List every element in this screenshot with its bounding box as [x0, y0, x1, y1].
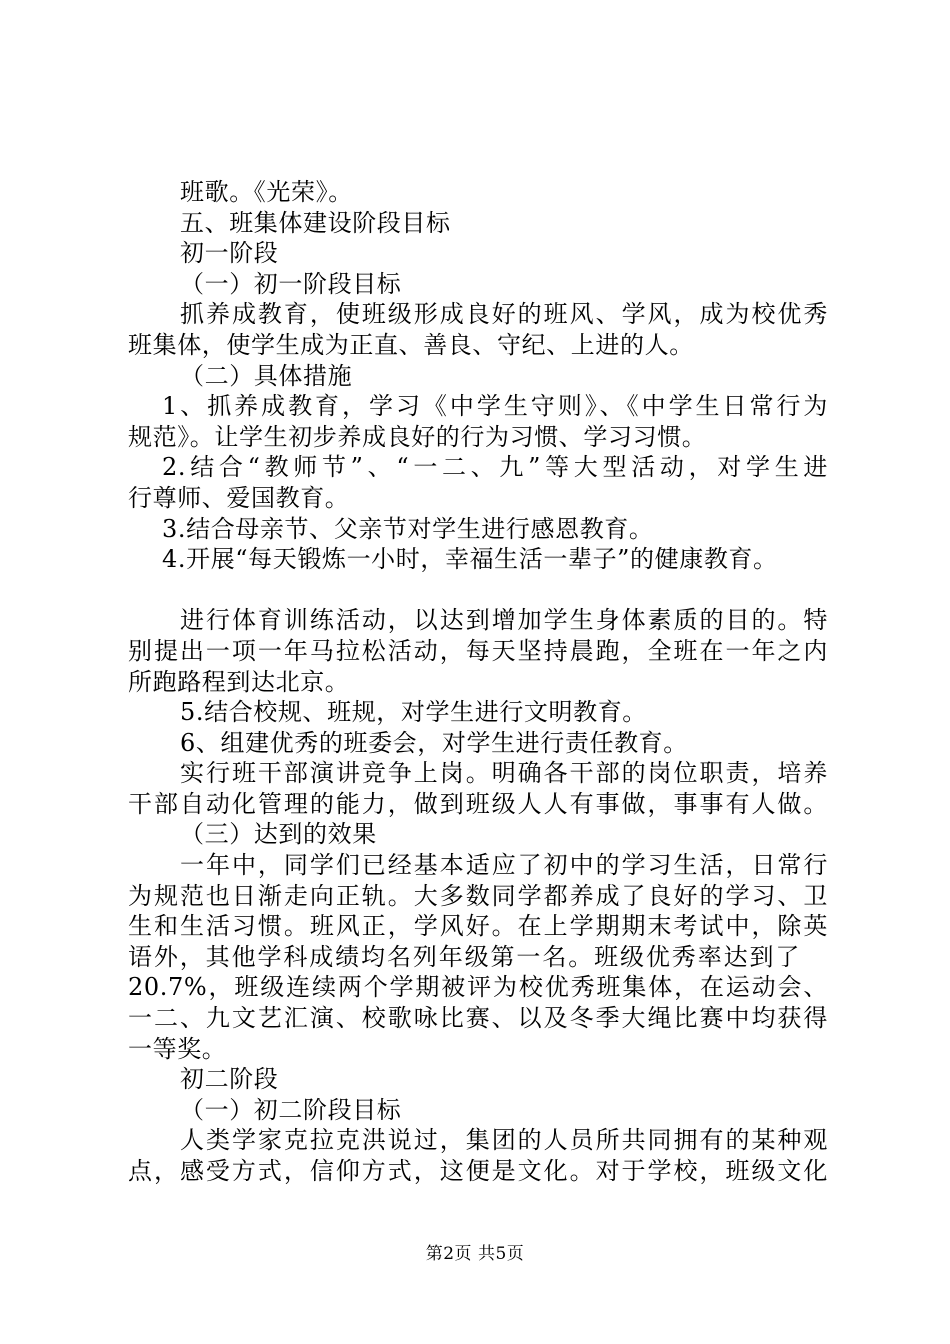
stage-heading: 初一阶段 — [180, 239, 279, 268]
text-line: 点，感受方式，信仰方式，这便是文化。对于学校，班级文化 — [128, 1157, 828, 1185]
text-line: 一年中，同学们已经基本适应了初中的学习生活，日常行 — [180, 851, 828, 880]
text-line: 班歌。《光荣》。 — [180, 178, 353, 206]
text-line: 班集体，使学生成为正直、善良、守纪、上进的人。 — [128, 330, 694, 359]
text-line: 4.开展“每天锻炼一小时，幸福生活一辈子”的健康教育。 — [162, 545, 778, 574]
text-line: 抓养成教育，使班级形成良好的班风、学风，成为校优秀 — [180, 300, 828, 329]
text-line: 2.结合“教师节”、“一二、九”等大型活动，对学生进 — [162, 453, 828, 482]
text-line: 一等奖。 — [128, 1034, 227, 1063]
text-line: 20.7%，班级连续两个学期被评为校优秀班集体，在运动会、 — [128, 973, 828, 1002]
text-line: 一二、九文艺汇演、校歌咏比赛、以及冬季大绳比赛中均获得 — [128, 1004, 828, 1033]
subsection-heading: （一）初一阶段目标 — [180, 269, 402, 298]
text-line: 实行班干部演讲竞争上岗。明确各干部的岗位职责，培养 — [180, 759, 828, 788]
subsection-heading: （二）具体措施 — [180, 361, 353, 390]
text-line: 干部自动化管理的能力，做到班级人人有事做，事事有人做。 — [128, 789, 828, 818]
stage-heading: 初二阶段 — [180, 1065, 279, 1094]
text-line: 行尊师、爱国教育。 — [128, 483, 350, 512]
text-line: 5.结合校规、班规，对学生进行文明教育。 — [180, 698, 647, 727]
subsection-heading: （三）达到的效果 — [180, 820, 377, 849]
text-line: 6、组建优秀的班委会，对学生进行责任教育。 — [180, 728, 688, 757]
text-line: 为规范也日渐走向正轨。大多数同学都养成了良好的学习、卫 — [128, 881, 828, 910]
text-line: 进行体育训练活动，以达到增加学生身体素质的目的。特 — [180, 606, 828, 635]
text-line: 别提出一项一年马拉松活动，每天坚持晨跑，全班在一年之内 — [128, 636, 828, 665]
document-body — [128, 177, 848, 1187]
paragraph-gap — [128, 575, 848, 606]
text-line: 生和生活习惯。班风正，学风好。在上学期期末考试中，除英 — [128, 912, 828, 941]
page-footer — [0, 1243, 950, 1265]
text-line: 规范》。让学生初步养成良好的行为习惯、学习习惯。 — [128, 422, 707, 451]
page-number-label: 第2页 共5页 — [425, 1244, 525, 1264]
text-line: 所跑路程到达北京。 — [128, 667, 350, 696]
text-line: 1、抓养成教育，学习《中学生守则》、《中学生日常行为 — [162, 392, 828, 421]
section-heading: 五、班集体建设阶段目标 — [180, 208, 451, 237]
text-line: 语外，其他学科成绩均名列年级第一名。班级优秀率达到了 — [128, 942, 800, 971]
text-line: 3.结合母亲节、父亲节对学生进行感恩教育。 — [162, 514, 654, 543]
text-line: 人类学家克拉克洪说过，集团的人员所共同拥有的某种观 — [180, 1126, 828, 1155]
subsection-heading: （一）初二阶段目标 — [180, 1095, 402, 1124]
